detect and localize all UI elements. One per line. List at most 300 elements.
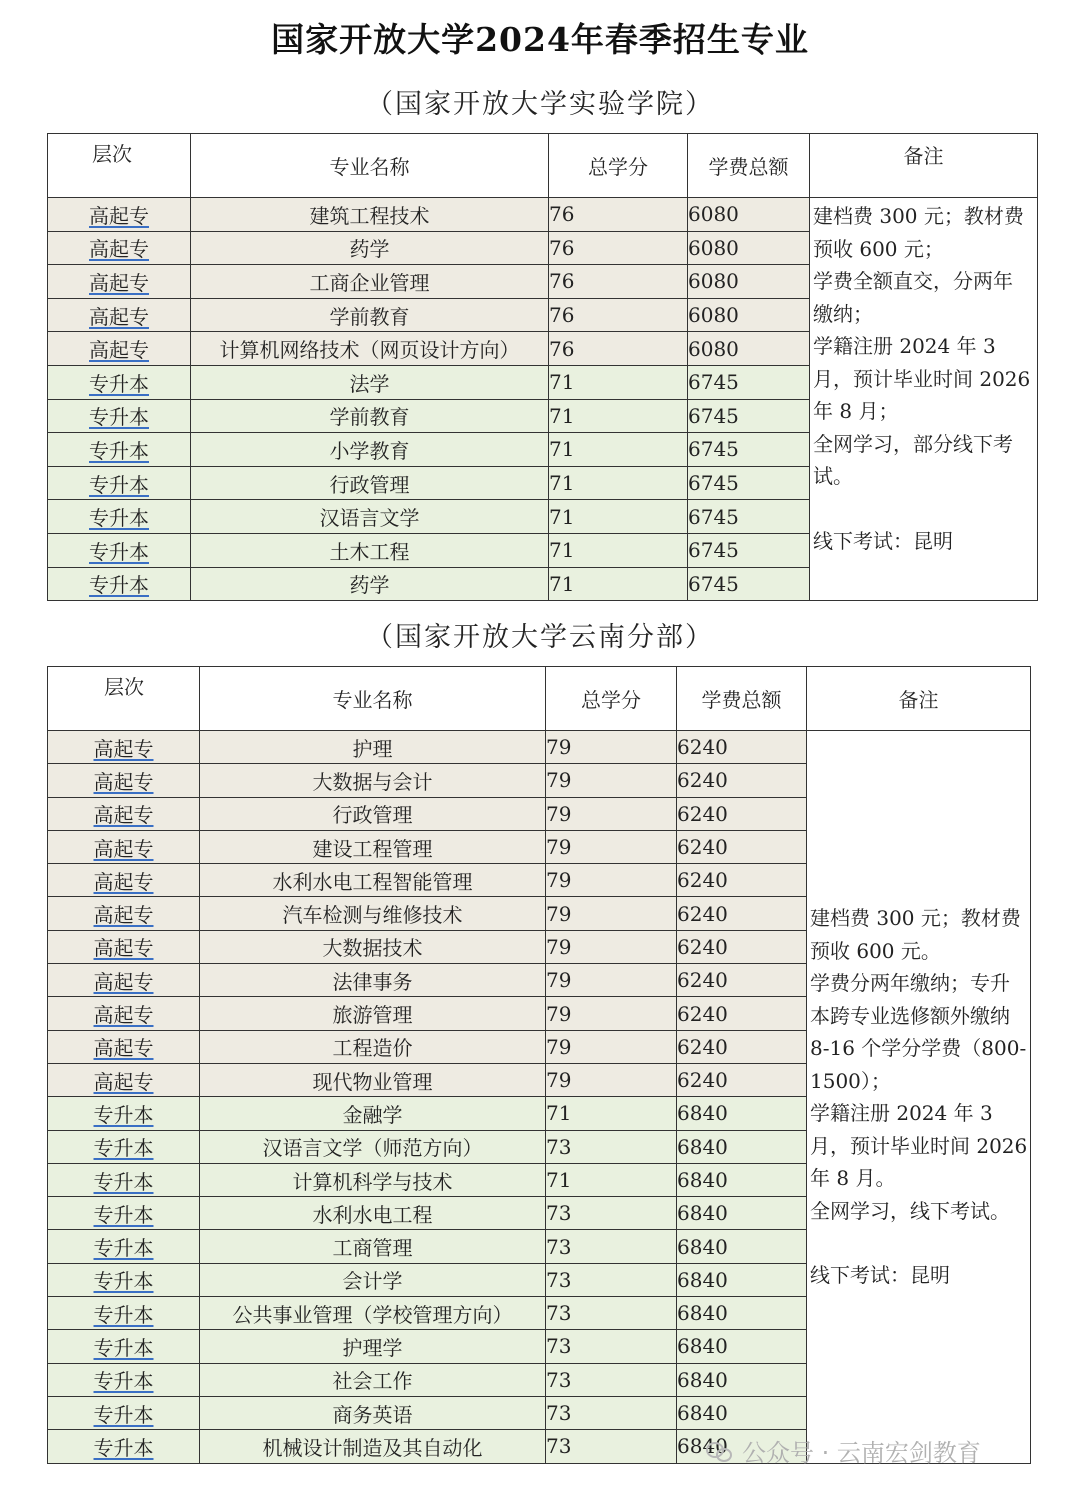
major-name-cell	[191, 298, 549, 332]
credits-cell	[546, 830, 677, 863]
level-cell-text: 专升本	[89, 573, 149, 598]
major-name-cell	[200, 1363, 546, 1396]
level-cell-text: 高起专	[93, 1036, 154, 1061]
major-name-cell-text: 行政管理	[332, 803, 413, 828]
fee-cell-text: 6080	[688, 235, 739, 260]
level-cell-text: 专升本	[93, 1136, 154, 1161]
remark-line	[813, 493, 1037, 525]
page-title: 国家开放大学2024年春季招生专业	[271, 20, 809, 59]
level-cell	[48, 897, 200, 930]
remark-line: 学费全额直交，分两年	[813, 269, 1013, 293]
fee-cell-text: 6840	[677, 1334, 728, 1359]
level-cell	[48, 533, 191, 567]
remark-line	[810, 1227, 1030, 1259]
major-name-cell-text: 药学	[349, 237, 390, 262]
fee-cell-text: 6240	[677, 968, 728, 993]
fee-cell-text: 6240	[677, 1068, 728, 1093]
fee-cell-text: 6840	[677, 1434, 728, 1459]
remark-line: 学籍注册 2024 年 3	[813, 334, 996, 358]
credits-cell-text: 73	[546, 1234, 572, 1259]
level-cell-text: 高起专	[93, 803, 154, 828]
major-name-cell	[200, 1063, 546, 1096]
fee-cell-text: 6840	[677, 1234, 728, 1259]
major-name-cell	[200, 1030, 546, 1063]
credits-cell	[546, 1130, 677, 1163]
major-name-cell	[200, 864, 546, 897]
fee-cell	[688, 231, 810, 265]
major-name-cell-text: 金融学	[342, 1102, 403, 1127]
major-name-cell	[191, 332, 549, 366]
level-cell	[48, 365, 191, 399]
remark-line: 线下考试：昆明	[813, 528, 953, 553]
fee-cell	[677, 1396, 807, 1429]
major-name-cell-text: 计算机科学与技术	[292, 1169, 453, 1194]
level-cell-text: 高起专	[93, 936, 154, 961]
credits-cell	[546, 1097, 677, 1130]
level-cell-text: 专升本	[93, 1402, 154, 1427]
remark-line: 学费分两年缴纳；专升	[810, 971, 1010, 996]
fee-cell-text: 6840	[677, 1168, 728, 1192]
level-cell	[48, 231, 191, 265]
credits-cell-text: 79	[546, 868, 572, 893]
level-cell-text: 高起专	[89, 203, 149, 228]
header-fee: 学费总额	[688, 134, 810, 198]
major-name-cell	[200, 997, 546, 1030]
major-name-cell	[200, 1396, 546, 1429]
fee-cell-text: 6240	[677, 835, 728, 860]
major-name-cell-text: 水利水电工程	[312, 1202, 433, 1227]
fee-cell	[677, 964, 807, 997]
fee-cell	[677, 864, 807, 897]
remark-line: 年 8 月。	[810, 1166, 896, 1191]
level-cell-text: 专升本	[93, 1236, 154, 1261]
major-name-cell-text: 社会工作	[332, 1369, 413, 1394]
major-name-cell	[200, 930, 546, 963]
credits-cell	[546, 1063, 677, 1096]
major-name-cell-text: 法学	[349, 371, 390, 396]
credits-cell-text: 73	[546, 1367, 572, 1392]
level-cell-text: 高起专	[93, 736, 154, 761]
fee-cell	[688, 399, 810, 433]
major-name-cell	[200, 1430, 546, 1463]
level-cell-text: 专升本	[93, 1169, 154, 1194]
fee-cell	[677, 1230, 807, 1263]
fee-cell	[677, 1363, 807, 1396]
major-name-cell	[200, 797, 546, 830]
level-cell-text: 高起专	[93, 903, 154, 928]
major-name-cell-text: 公共事业管理（学校管理方向）	[232, 1302, 513, 1327]
header-note: 备注	[810, 134, 1038, 198]
fee-cell	[677, 930, 807, 963]
section1-table	[47, 133, 1038, 601]
fee-cell	[677, 797, 807, 830]
fee-cell	[677, 1030, 807, 1063]
fee-cell	[677, 1097, 807, 1130]
major-name-cell	[200, 764, 546, 797]
major-name-cell	[200, 1230, 546, 1263]
remark-line: 全网学习，部分线下考	[813, 431, 1013, 456]
header-credits: 总学分	[549, 134, 688, 198]
level-cell-text: 专升本	[89, 405, 149, 430]
fee-cell	[688, 365, 810, 399]
remark-line: 建档费 300 元；教材费	[810, 906, 1021, 931]
major-name-cell	[191, 466, 549, 500]
level-cell	[48, 1363, 200, 1396]
fee-cell	[688, 567, 810, 601]
credits-cell-text: 76	[549, 235, 575, 260]
major-name-cell-text: 法律事务	[332, 969, 413, 994]
credits-cell-text: 79	[546, 835, 572, 860]
credits-cell-text: 71	[546, 1168, 572, 1192]
credits-cell	[546, 1363, 677, 1396]
header-note: 备注	[807, 667, 1031, 731]
major-name-cell	[191, 265, 549, 299]
credits-cell	[549, 298, 688, 332]
major-name-cell	[200, 731, 546, 764]
credits-cell	[549, 265, 688, 299]
level-cell	[48, 298, 191, 332]
remark-line: 预收 600 元；	[813, 236, 944, 261]
credits-cell	[546, 731, 677, 764]
credits-cell	[546, 1197, 677, 1230]
major-name-cell-text: 建筑工程技术	[309, 203, 430, 228]
header-level: 层次	[48, 667, 200, 731]
level-cell	[48, 930, 200, 963]
fee-cell-text: 6745	[688, 437, 739, 462]
remark-line: 月，预计毕业时间 2026	[810, 1133, 1028, 1158]
credits-cell-text: 79	[546, 901, 572, 926]
level-cell	[48, 265, 191, 299]
major-name-cell-text: 现代物业管理	[312, 1069, 433, 1094]
credits-cell	[546, 897, 677, 930]
level-cell-text: 专升本	[89, 472, 149, 497]
credits-cell	[546, 930, 677, 963]
major-name-cell	[200, 830, 546, 863]
section1-subtitle: （国家开放大学实验学院）	[366, 89, 714, 120]
credits-cell-text: 76	[549, 269, 575, 294]
level-cell	[48, 1230, 200, 1263]
fee-cell-text: 6240	[677, 934, 728, 959]
major-name-cell	[191, 365, 549, 399]
header-credits: 总学分	[546, 667, 677, 731]
level-cell	[48, 1263, 200, 1296]
credits-cell	[549, 365, 688, 399]
level-cell	[48, 500, 191, 534]
fee-cell-text: 6240	[677, 1001, 728, 1026]
level-cell	[48, 198, 191, 232]
level-cell	[48, 466, 191, 500]
section2-subtitle: （国家开放大学云南分部）	[366, 622, 714, 653]
level-cell	[48, 1297, 200, 1330]
level-cell-text: 高起专	[93, 769, 154, 794]
remark-line: 预收 600 元。	[810, 938, 941, 963]
credits-cell-text: 71	[549, 538, 575, 563]
credits-cell-text: 73	[546, 1434, 572, 1459]
watermark-text: 公众号 · 云南宏剑教育	[742, 1439, 981, 1467]
level-cell-text: 专升本	[89, 506, 149, 531]
table-row	[48, 198, 1038, 232]
fee-cell	[688, 198, 810, 232]
credits-cell-text: 73	[546, 1301, 572, 1326]
major-name-cell	[200, 1197, 546, 1230]
credits-cell-text: 71	[549, 403, 575, 428]
major-name-cell-text: 汉语言文学	[319, 506, 420, 531]
fee-cell-text: 6240	[677, 768, 728, 793]
wechat-icon	[706, 1440, 732, 1462]
fee-cell-text: 6840	[677, 1267, 728, 1292]
level-cell	[48, 1330, 200, 1363]
fee-cell	[677, 897, 807, 930]
section2-table	[47, 666, 1031, 1464]
major-name-cell-text: 工商企业管理	[309, 270, 430, 295]
level-cell	[48, 864, 200, 897]
fee-cell-text: 6840	[677, 1101, 728, 1126]
remark-line: 缴纳；	[813, 301, 873, 326]
credits-cell-text: 79	[546, 968, 572, 993]
credits-cell-text: 79	[546, 1068, 572, 1093]
fee-cell	[688, 533, 810, 567]
credits-cell	[546, 1030, 677, 1063]
level-cell-text: 高起专	[93, 969, 154, 994]
remark-line: 8-16 个学分学费（800-	[810, 1036, 1027, 1061]
fee-cell	[677, 1197, 807, 1230]
credits-cell	[549, 433, 688, 467]
level-cell	[48, 332, 191, 366]
major-name-cell-text: 旅游管理	[332, 1003, 413, 1028]
credits-cell-text: 79	[546, 1034, 572, 1059]
major-name-cell-text: 工程造价	[332, 1036, 413, 1061]
fee-cell	[688, 433, 810, 467]
major-name-cell-text: 机械设计制造及其自动化	[262, 1435, 483, 1460]
fee-cell	[688, 332, 810, 366]
credits-cell	[549, 567, 688, 601]
credits-cell	[546, 764, 677, 797]
fee-cell	[677, 1130, 807, 1163]
remark-line: 建档费 300 元；教材费	[813, 204, 1024, 228]
major-name-cell	[191, 231, 549, 265]
credits-cell-text: 71	[549, 437, 575, 462]
fee-cell-text: 6745	[688, 471, 739, 496]
fee-cell-text: 6745	[688, 538, 739, 563]
credits-cell-text: 71	[549, 471, 575, 496]
level-cell-text: 高起专	[93, 1003, 154, 1028]
level-cell-text: 高起专	[89, 338, 149, 363]
fee-cell	[677, 1263, 807, 1296]
major-name-cell	[200, 1097, 546, 1130]
credits-cell-text: 71	[546, 1101, 572, 1126]
fee-cell-text: 6080	[688, 336, 739, 361]
remark-line: 月，预计毕业时间 2026	[813, 366, 1031, 391]
level-cell	[48, 1130, 200, 1163]
remarks-cell	[807, 731, 1031, 1464]
remark-line: 1500）；	[810, 1068, 891, 1093]
credits-cell	[546, 1163, 677, 1196]
credits-cell	[546, 864, 677, 897]
remark-line: 年 8 月；	[813, 399, 899, 423]
fee-cell	[688, 265, 810, 299]
fee-cell	[677, 1330, 807, 1363]
remark-line: 学籍注册 2024 年 3	[810, 1101, 993, 1126]
header-name: 专业名称	[191, 134, 549, 198]
major-name-cell-text: 大数据技术	[322, 936, 423, 961]
major-name-cell-text: 汉语言文学（师范方向）	[262, 1136, 483, 1161]
credits-cell-text: 79	[546, 768, 572, 793]
level-cell	[48, 1163, 200, 1196]
header-name: 专业名称	[200, 667, 546, 731]
credits-cell	[549, 332, 688, 366]
level-cell	[48, 567, 191, 601]
credits-cell	[546, 1230, 677, 1263]
fee-cell-text: 6840	[677, 1134, 728, 1159]
major-name-cell	[191, 533, 549, 567]
major-name-cell-text: 学前教育	[329, 405, 410, 430]
level-cell-text: 专升本	[89, 438, 149, 463]
major-name-cell	[191, 198, 549, 232]
level-cell	[48, 764, 200, 797]
fee-cell-text: 6080	[688, 303, 739, 328]
fee-cell-text: 6080	[688, 202, 739, 227]
fee-cell-text: 6240	[677, 901, 728, 926]
major-name-cell-text: 土木工程	[329, 539, 410, 564]
level-cell	[48, 997, 200, 1030]
fee-cell	[677, 1063, 807, 1096]
fee-cell-text: 6745	[688, 403, 739, 428]
credits-cell-text: 76	[549, 303, 575, 328]
level-cell	[48, 830, 200, 863]
level-cell-text: 高起专	[89, 270, 149, 295]
level-cell-text: 专升本	[93, 1269, 154, 1294]
fee-cell-text: 6080	[688, 269, 739, 294]
major-name-cell-text: 计算机网络技术（网页设计方向）	[219, 338, 520, 363]
credits-cell-text: 73	[546, 1401, 572, 1426]
major-name-cell	[191, 399, 549, 433]
level-cell-text: 高起专	[89, 237, 149, 262]
credits-cell-text: 73	[546, 1134, 572, 1159]
major-name-cell-text: 会计学	[342, 1269, 403, 1294]
level-cell-text: 高起专	[89, 304, 149, 329]
major-name-cell-text: 护理	[352, 736, 393, 761]
level-cell-text: 专升本	[89, 539, 149, 564]
level-cell-text: 专升本	[89, 371, 149, 396]
credits-cell-text: 79	[546, 735, 572, 760]
fee-cell	[677, 830, 807, 863]
major-name-cell	[200, 1130, 546, 1163]
major-name-cell	[191, 433, 549, 467]
level-cell	[48, 1063, 200, 1096]
major-name-cell-text: 水利水电工程智能管理	[272, 869, 473, 894]
level-cell-text: 高起专	[93, 836, 154, 861]
level-cell-text: 专升本	[93, 1202, 154, 1227]
level-cell	[48, 1396, 200, 1429]
major-name-cell-text: 工商管理	[332, 1236, 413, 1261]
level-cell	[48, 1430, 200, 1463]
fee-cell-text: 6840	[677, 1367, 728, 1392]
level-cell-text: 专升本	[93, 1102, 154, 1127]
level-cell-text: 高起专	[93, 1069, 154, 1094]
level-cell-text: 专升本	[93, 1335, 154, 1360]
credits-cell	[546, 964, 677, 997]
fee-cell-text: 6240	[677, 801, 728, 826]
fee-cell	[677, 997, 807, 1030]
remark-line: 本跨专业选修额外缴纳	[810, 1003, 1010, 1028]
header-level: 层次	[48, 134, 191, 198]
credits-cell	[546, 1330, 677, 1363]
fee-cell	[688, 466, 810, 500]
credits-cell-text: 79	[546, 801, 572, 826]
level-cell-text: 高起专	[93, 869, 154, 894]
level-cell-text: 专升本	[93, 1435, 154, 1460]
major-name-cell-text: 学前教育	[329, 304, 410, 329]
major-name-cell	[200, 1297, 546, 1330]
major-name-cell-text: 小学教育	[329, 438, 410, 463]
major-name-cell-text: 大数据与会计	[312, 769, 433, 794]
remark-line: 试。	[813, 464, 853, 488]
fee-cell-text: 6240	[677, 1034, 728, 1059]
major-name-cell	[200, 964, 546, 997]
table-row	[48, 731, 1031, 764]
credits-cell	[546, 1263, 677, 1296]
credits-cell	[546, 1297, 677, 1330]
fee-cell-text: 6745	[688, 504, 739, 529]
major-name-cell-text: 护理学	[342, 1335, 403, 1360]
credits-cell-text: 73	[546, 1201, 572, 1226]
level-cell-text: 专升本	[93, 1302, 154, 1327]
credits-cell-text: 71	[549, 504, 575, 529]
level-cell	[48, 1030, 200, 1063]
major-name-cell-text: 汽车检测与维修技术	[282, 903, 463, 928]
major-name-cell	[191, 500, 549, 534]
fee-cell	[677, 731, 807, 764]
fee-cell-text: 6240	[677, 868, 728, 893]
credits-cell-text: 79	[546, 1001, 572, 1026]
level-cell	[48, 964, 200, 997]
credits-cell-text: 76	[549, 336, 575, 361]
credits-cell-text: 76	[549, 202, 575, 227]
level-cell	[48, 399, 191, 433]
fee-cell	[677, 764, 807, 797]
fee-cell	[688, 298, 810, 332]
credits-cell-text: 73	[546, 1334, 572, 1359]
credits-cell	[549, 231, 688, 265]
major-name-cell	[200, 897, 546, 930]
credits-cell	[546, 797, 677, 830]
major-name-cell	[200, 1330, 546, 1363]
header-fee: 学费总额	[677, 667, 807, 731]
major-name-cell	[200, 1263, 546, 1296]
fee-cell	[677, 1163, 807, 1196]
watermark	[706, 1433, 981, 1468]
remarks-cell	[810, 198, 1038, 601]
major-name-cell	[200, 1163, 546, 1196]
major-name-cell-text: 药学	[349, 573, 390, 598]
credits-cell-text: 71	[549, 370, 575, 395]
credits-cell	[549, 198, 688, 232]
credits-cell	[549, 399, 688, 433]
level-cell	[48, 797, 200, 830]
major-name-cell-text: 商务英语	[332, 1402, 413, 1427]
fee-cell-text: 6840	[677, 1301, 728, 1326]
level-cell	[48, 731, 200, 764]
fee-cell-text: 6840	[677, 1201, 728, 1226]
fee-cell	[677, 1297, 807, 1330]
fee-cell-text: 6745	[688, 571, 739, 596]
credits-cell	[546, 1430, 677, 1463]
credits-cell	[546, 997, 677, 1030]
level-cell	[48, 1097, 200, 1130]
credits-cell	[549, 500, 688, 534]
fee-cell-text: 6840	[677, 1401, 728, 1426]
credits-cell	[549, 466, 688, 500]
